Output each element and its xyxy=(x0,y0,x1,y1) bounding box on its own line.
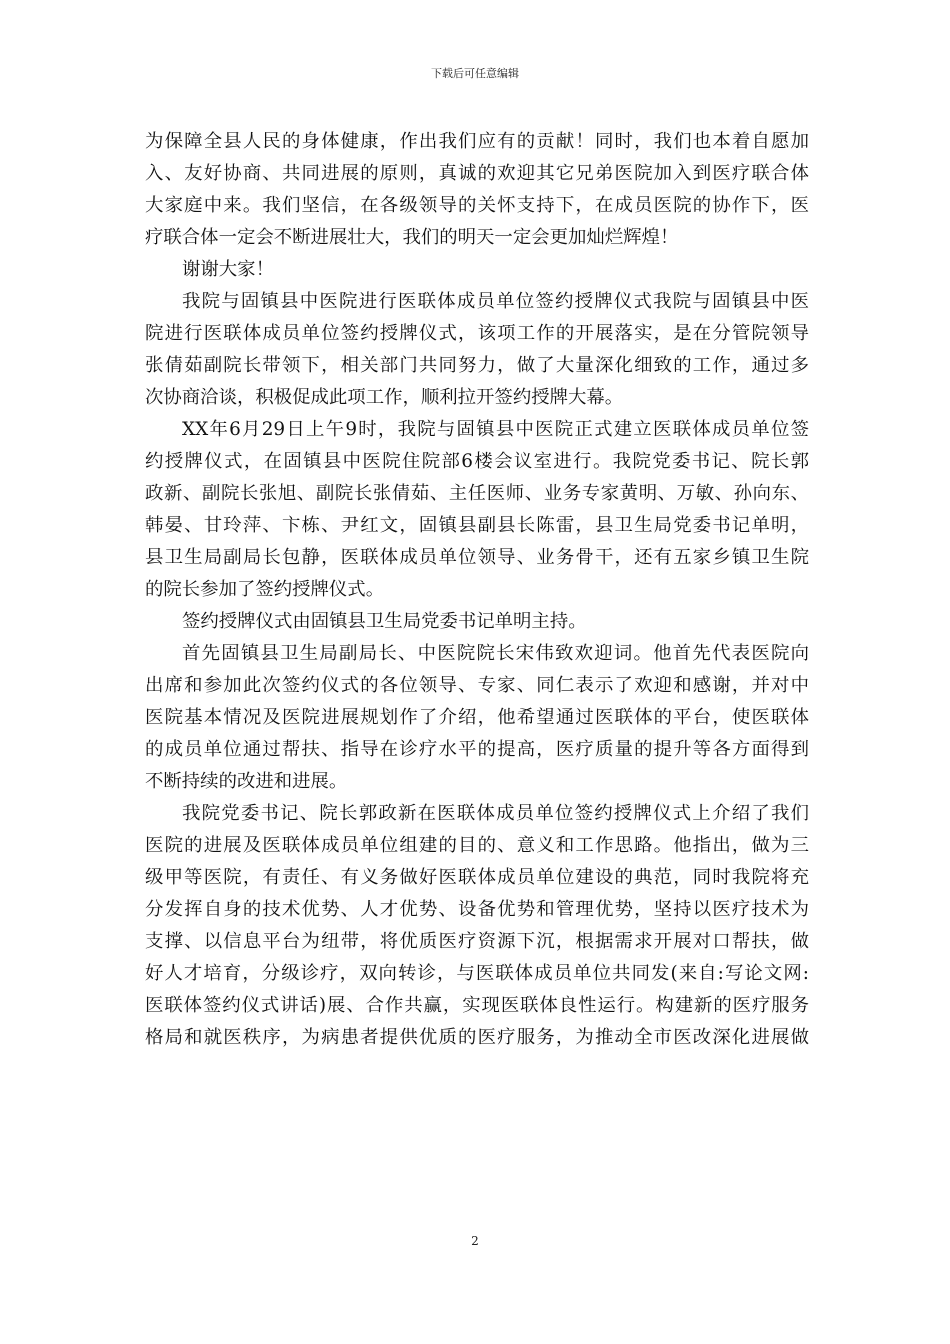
text-line: 为保障全县人民的身体健康，作出我们应有的贡献！同时，我们也本着自愿加 xyxy=(145,131,809,152)
text-line: 首先固镇县卫生局副局长、中医院院长宋伟致欢迎词。他首先代表医院向 xyxy=(182,643,809,664)
text-line: 的院长参加了签约授牌仪式。 xyxy=(145,579,385,600)
text-line: 格局和就医秩序，为病患者提供优质的医疗服务，为推动全市医改深化进展做 xyxy=(145,1027,809,1048)
text-line: 出席和参加此次签约仪式的各位领导、专家、同仁表示了欢迎和感谢，并对中 xyxy=(145,675,809,696)
text-line: XX年6月29日上午9时，我院与固镇县中医院正式建立医联体成员单位签 xyxy=(182,419,809,440)
text-line: 院进行医联体成员单位签约授牌仪式，该项工作的开展落实，是在分管院领导 xyxy=(145,323,809,344)
page-number: 2 xyxy=(471,1234,479,1248)
text-line: 医院基本情况及医院进展规划作了介绍，他希望通过医联体的平台，使医联体 xyxy=(145,707,809,728)
text-line: 不断持续的改进和进展。 xyxy=(145,771,348,792)
text-line: 我院与固镇县中医院进行医联体成员单位签约授牌仪式我院与固镇县中医 xyxy=(182,291,809,312)
text-line: 政新、副院长张旭、副院长张倩茹、主任医师、业务专家黄明、万敏、孙向东、 xyxy=(145,483,809,504)
text-line: 大家庭中来。我们坚信，在各级领导的关怀支持下，在成员医院的协作下，医 xyxy=(145,195,809,216)
page-header: 下载后可任意编辑 xyxy=(431,67,519,80)
text-line: 签约授牌仪式由固镇县卫生局党委书记单明主持。 xyxy=(182,611,587,632)
text-line: 我院党委书记、院长郭政新在医联体成员单位签约授牌仪式上介绍了我们 xyxy=(182,803,809,824)
document-body xyxy=(145,126,809,1054)
text-line: 谢谢大家！ xyxy=(182,259,274,280)
text-line: 入、友好协商、共同进展的原则，真诚的欢迎其它兄弟医院加入到医疗联合体 xyxy=(145,163,809,184)
text-line: 支撑、以信息平台为纽带，将优质医疗资源下沉，根据需求开展对口帮扶，做 xyxy=(145,931,809,952)
text-line: 的成员单位通过帮扶、指导在诊疗水平的提高，医疗质量的提升等各方面得到 xyxy=(145,739,809,760)
text-line: 韩晏、甘玲萍、卞栋、尹红文，固镇县副县长陈雷，县卫生局党委书记单明， xyxy=(145,515,809,536)
text-line: 医院的进展及医联体成员单位组建的目的、意义和工作思路。他指出，做为三 xyxy=(145,835,809,856)
text-line: 县卫生局副局长包静，医联体成员单位领导、业务骨干，还有五家乡镇卫生院 xyxy=(145,547,809,568)
text-line: 约授牌仪式，在固镇县中医院住院部6楼会议室进行。我院党委书记、院长郭 xyxy=(145,451,809,472)
text-line: 级甲等医院，有责任、有义务做好医联体成员单位建设的典范，同时我院将充 xyxy=(145,867,809,888)
text-line: 好人才培育，分级诊疗，双向转诊，与医联体成员单位共同发(来自:写论文网: xyxy=(145,963,809,984)
text-line: 次协商洽谈，积极促成此项工作，顺利拉开签约授牌大幕。 xyxy=(145,387,624,408)
text-line: 疗联合体一定会不断进展壮大，我们的明天一定会更加灿烂辉煌！ xyxy=(145,227,679,248)
text-line: 医联体签约仪式讲话)展、合作共赢，实现医联体良性运行。构建新的医疗服务 xyxy=(145,995,809,1016)
text-line: 分发挥自身的技术优势、人才优势、设备优势和管理优势，坚持以医疗技术为 xyxy=(145,899,809,920)
text-line: 张倩茹副院长带领下，相关部门共同努力，做了大量深化细致的工作，通过多 xyxy=(145,355,809,376)
